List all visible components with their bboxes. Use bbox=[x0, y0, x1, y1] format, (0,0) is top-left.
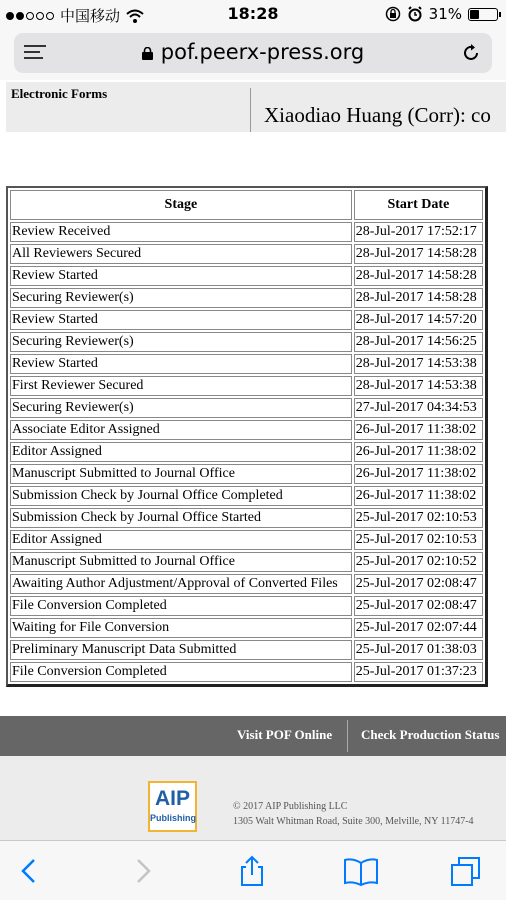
browser-toolbar bbox=[0, 840, 506, 900]
browser-address-area bbox=[0, 28, 506, 80]
table-row bbox=[10, 552, 483, 572]
stage-cell: Securing Reviewer(s) bbox=[10, 288, 352, 308]
table-row bbox=[10, 398, 483, 418]
table-row bbox=[10, 618, 483, 638]
footer-info bbox=[0, 756, 506, 840]
corresponding-author: Xiaodiao Huang (Corr): co bbox=[264, 103, 491, 127]
start-date-cell: 26-Jul-2017 11:38:02 bbox=[354, 420, 483, 440]
stage-cell: Manuscript Submitted to Journal Office bbox=[10, 464, 352, 484]
start-date-cell: 28-Jul-2017 14:56:25 bbox=[354, 332, 483, 352]
stage-cell: Editor Assigned bbox=[10, 442, 352, 462]
table-header-row bbox=[10, 190, 483, 220]
url-display[interactable] bbox=[14, 40, 492, 64]
stage-cell: Review Started bbox=[10, 310, 352, 330]
clock: 18:28 bbox=[227, 4, 279, 23]
url-text: pof.peerx-press.org bbox=[160, 40, 365, 64]
table-row bbox=[10, 662, 483, 682]
table-row bbox=[10, 266, 483, 286]
table-row bbox=[10, 442, 483, 462]
start-date-cell: 25-Jul-2017 02:08:47 bbox=[354, 574, 483, 594]
column-header-start-date: Start Date bbox=[354, 190, 483, 220]
logo-sub-text: Publishing bbox=[150, 813, 196, 823]
reload-icon[interactable] bbox=[460, 42, 482, 64]
start-date-cell: 25-Jul-2017 02:10:52 bbox=[354, 552, 483, 572]
battery-icon bbox=[468, 8, 498, 21]
eforms-title: Electronic Forms bbox=[11, 86, 108, 101]
copyright-text: © 2017 AIP Publishing LLC bbox=[233, 801, 348, 812]
stage-cell: All Reviewers Secured bbox=[10, 244, 352, 264]
stage-cell: First Reviewer Secured bbox=[10, 376, 352, 396]
stage-cell: Submission Check by Journal Office Started bbox=[10, 508, 352, 528]
stage-cell: Securing Reviewer(s) bbox=[10, 398, 352, 418]
stage-cell: Associate Editor Assigned bbox=[10, 420, 352, 440]
start-date-cell: 28-Jul-2017 14:53:38 bbox=[354, 376, 483, 396]
logo-main-text: AIP bbox=[154, 787, 190, 810]
table-row bbox=[10, 508, 483, 528]
stage-cell: Review Received bbox=[10, 222, 352, 242]
table-row bbox=[10, 486, 483, 506]
aip-publishing-logo[interactable] bbox=[148, 781, 197, 832]
table-row bbox=[10, 596, 483, 616]
start-date-cell: 28-Jul-2017 14:58:28 bbox=[354, 244, 483, 264]
orientation-lock-icon bbox=[385, 6, 401, 22]
header-divider bbox=[250, 88, 251, 132]
tabs-icon[interactable] bbox=[450, 855, 482, 887]
stage-cell: Preliminary Manuscript Data Submitted bbox=[10, 640, 352, 660]
stage-cell: Editor Assigned bbox=[10, 530, 352, 550]
stage-cell: Submission Check by Journal Office Completed bbox=[10, 486, 352, 506]
stage-cell: Securing Reviewer(s) bbox=[10, 332, 352, 352]
start-date-cell: 25-Jul-2017 02:10:53 bbox=[354, 530, 483, 550]
table-row bbox=[10, 222, 483, 242]
address-bar[interactable] bbox=[14, 33, 492, 73]
table-row bbox=[10, 244, 483, 264]
start-date-cell: 25-Jul-2017 01:37:23 bbox=[354, 662, 483, 682]
start-date-cell: 25-Jul-2017 01:38:03 bbox=[354, 640, 483, 660]
start-date-cell: 26-Jul-2017 11:38:02 bbox=[354, 442, 483, 462]
table-row bbox=[10, 530, 483, 550]
battery-percent: 31% bbox=[428, 5, 462, 23]
table-row bbox=[10, 310, 483, 330]
start-date-cell: 28-Jul-2017 14:58:28 bbox=[354, 288, 483, 308]
visit-pof-online-link[interactable]: Visit POF Online bbox=[237, 727, 333, 742]
start-date-cell: 26-Jul-2017 11:38:02 bbox=[354, 464, 483, 484]
stage-cell: File Conversion Completed bbox=[10, 596, 352, 616]
lock-icon bbox=[142, 47, 153, 60]
table-row bbox=[10, 288, 483, 308]
start-date-cell: 25-Jul-2017 02:07:44 bbox=[354, 618, 483, 638]
eforms-header bbox=[6, 82, 506, 132]
table-row bbox=[10, 464, 483, 484]
start-date-cell: 25-Jul-2017 02:08:47 bbox=[354, 596, 483, 616]
stage-cell: Review Started bbox=[10, 266, 352, 286]
manuscript-history-table bbox=[6, 186, 488, 687]
start-date-cell: 26-Jul-2017 11:38:02 bbox=[354, 486, 483, 506]
table-body bbox=[10, 222, 483, 682]
stage-cell: Waiting for File Conversion bbox=[10, 618, 352, 638]
table-row bbox=[10, 640, 483, 660]
column-header-stage: Stage bbox=[10, 190, 352, 220]
start-date-cell: 28-Jul-2017 14:57:20 bbox=[354, 310, 483, 330]
start-date-cell: 28-Jul-2017 14:58:28 bbox=[354, 266, 483, 286]
start-date-cell: 27-Jul-2017 04:34:53 bbox=[354, 398, 483, 418]
table-row bbox=[10, 376, 483, 396]
stage-cell: File Conversion Completed bbox=[10, 662, 352, 682]
footer-separator bbox=[347, 720, 348, 752]
carrier-name: 中国移动 bbox=[60, 7, 121, 25]
status-bar bbox=[0, 0, 506, 28]
table-row bbox=[10, 332, 483, 352]
table-row bbox=[10, 574, 483, 594]
check-production-status-link[interactable]: Check Production Status bbox=[361, 727, 500, 742]
alarm-icon bbox=[407, 6, 423, 22]
status-right bbox=[385, 5, 498, 23]
stage-cell: Review Started bbox=[10, 354, 352, 374]
table-row bbox=[10, 354, 483, 374]
start-date-cell: 25-Jul-2017 02:10:53 bbox=[354, 508, 483, 528]
stage-cell: Manuscript Submitted to Journal Office bbox=[10, 552, 352, 572]
table-row bbox=[10, 420, 483, 440]
footer-nav-bar bbox=[0, 716, 506, 756]
publisher-address: 1305 Walt Whitman Road, Suite 300, Melville, NY 11747-4 bbox=[233, 816, 474, 827]
start-date-cell: 28-Jul-2017 17:52:17 bbox=[354, 222, 483, 242]
share-icon[interactable] bbox=[236, 855, 268, 887]
start-date-cell: 28-Jul-2017 14:53:38 bbox=[354, 354, 483, 374]
back-icon[interactable] bbox=[14, 855, 46, 887]
forward-icon[interactable] bbox=[126, 855, 158, 887]
bookmarks-icon[interactable] bbox=[343, 855, 379, 887]
stage-cell: Awaiting Author Adjustment/Approval of Converted Files bbox=[10, 574, 352, 594]
